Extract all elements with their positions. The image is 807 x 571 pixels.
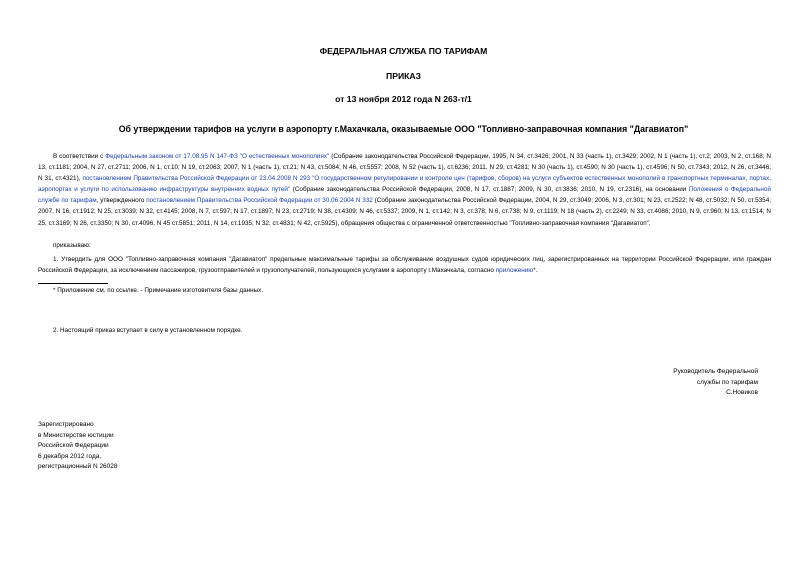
agency-name: ФЕДЕРАЛЬНАЯ СЛУЖБА ПО ТАРИФАМ xyxy=(319,46,488,56)
document-date-number: от 13 ноября 2012 года N 263-т/1 xyxy=(335,94,472,104)
order-item-1 xyxy=(38,254,771,276)
registration-line-2: в Министерстве юстиции xyxy=(38,431,114,439)
signature-position: Руководитель Федеральной xyxy=(673,368,758,375)
basis-text-1: В соответствии с xyxy=(53,153,106,160)
link-government-decree-293[interactable]: постановлением Правительства Российской Федерации от 23.04.2008 N 293 "О государственном регулировании и контроле цен (тарифов, сборов) на услуги субъектов естественных монополий в транспортных терминалах, портах, аэропортах и услуги по использованию инфраструктуры внутренних водных путей" xyxy=(38,175,771,194)
signature-name: С.Новиков xyxy=(726,389,758,397)
item1-text-2: *. xyxy=(533,267,538,275)
order-word: приказываю: xyxy=(53,242,91,249)
registration-line-3: Российской Федерации xyxy=(38,442,109,450)
registration-block xyxy=(38,420,118,473)
document-title: Об утверждении тарифов на услуги в аэропорту г.Махачкала, оказываемые ООО "Топливно-заправочная компания "Дагавиатоп" xyxy=(118,124,689,134)
signature-position-2: службы по тарифам xyxy=(696,378,758,386)
footnote-divider xyxy=(38,283,108,284)
registration-date: 6 декабря 2012 года, xyxy=(38,452,102,460)
basis-text-3: (Собрание законодательства Российской Федерации, 2008, N 17, ст.1887; 2009, N 30, ст.3836; 2010, N 19, ст.2316), на основании xyxy=(290,186,689,194)
link-federal-law-147[interactable]: Федеральным законом от 17.08.95 N 147-ФЗ "О естественных монополиях" xyxy=(105,153,330,160)
link-government-decree-332[interactable]: постановлением Правительства Российской Федерации от 30.06.2004 N 332 xyxy=(146,197,373,205)
signature-block xyxy=(673,367,758,399)
legal-basis-paragraph xyxy=(38,151,771,229)
link-appendix[interactable]: приложению xyxy=(495,267,534,275)
registration-line-1: Зарегистрировано xyxy=(38,421,94,428)
registration-number: регистрационный N 26028 xyxy=(38,463,118,471)
link-fst-regulation[interactable]: Положения о Федеральной службе по тарифам xyxy=(38,186,771,205)
basis-text-5: (Собрание законодательства Российской Федерации, 2004, N 29, ст.3049; 2006, N 3, ст.301; N 23, ст.2522; N 48, ст.5032; N 50, ст.5354; 2007, N 16, ст.1912; N 25, ст.3039; N 32, ст.4145; 2008, N 7, ст.597; N 17, ст.1897; N 23, ст.2719; N 38, ст.4309; N 46, ст.5337; 2009, N 1, ст.142; N 3, ст.378; N 6, ст.738; N 9, ст.1119; N 18 (часть 2), ст.2249; N 33, ст.4086; 2010, N 9, ст.960; N 13, ст.1514; N 25, ст.3169; N 26, ст.3350; N 30, ст.4096, N 45 ст.5851; 2011, N 14, ст.1935; N 32, ст.4831; N 42, ст.5925), обращения общества с ограниченной ответственностью "Топливно-заправочная компания "Дагавиатоп", xyxy=(38,197,771,227)
basis-text-4: , утвержденного xyxy=(96,197,147,205)
order-item-2: 2. Настоящий приказ вступает в силу в установленном порядке. xyxy=(53,327,243,334)
footnote: * Приложение см. по ссылке. - Примечание изготовителя базы данных. xyxy=(53,287,264,294)
basis-text-2: (Собрание законодательства Российской Федерации, 1995, N 34, ст.3426; 2001, N 33 (часть 1), ст.3429; 2002, N 1 (часть 1), ст.2; 2003, N 2, ст.168; N 13, ст.1181; 2004, N 27, ст.2711; 2006, N 1, ст.10; N 19, ст.2063; 2007, N 1 (часть 1), ст.21; N 43, ст.5084; N 46, ст.5557; 2008, N 52 (часть 1), ст.6236; 2011, N 29, ст.4281; N 30 (часть 1), ст.4590; N 30 (часть 1), ст.4596; N 50, ст.7343; 2012, N 26, ст.3446; N 31, ст.4321), xyxy=(38,153,771,183)
item1-text-1: 1. Утвердить для ООО "Топливно-заправочная компания "Дагавиатоп" предельные максимальные тарифы за обслуживание воздушных судов юридических лиц, зарегистрированных на территории Российской Федерации, или граждан Российской Федерации, за исключением пассажиров, грузоотправителей и грузополучателей, пользующихся услугами в аэропорту г.Махачкала, согласно xyxy=(38,256,771,275)
document-type: ПРИКАЗ xyxy=(386,71,421,81)
